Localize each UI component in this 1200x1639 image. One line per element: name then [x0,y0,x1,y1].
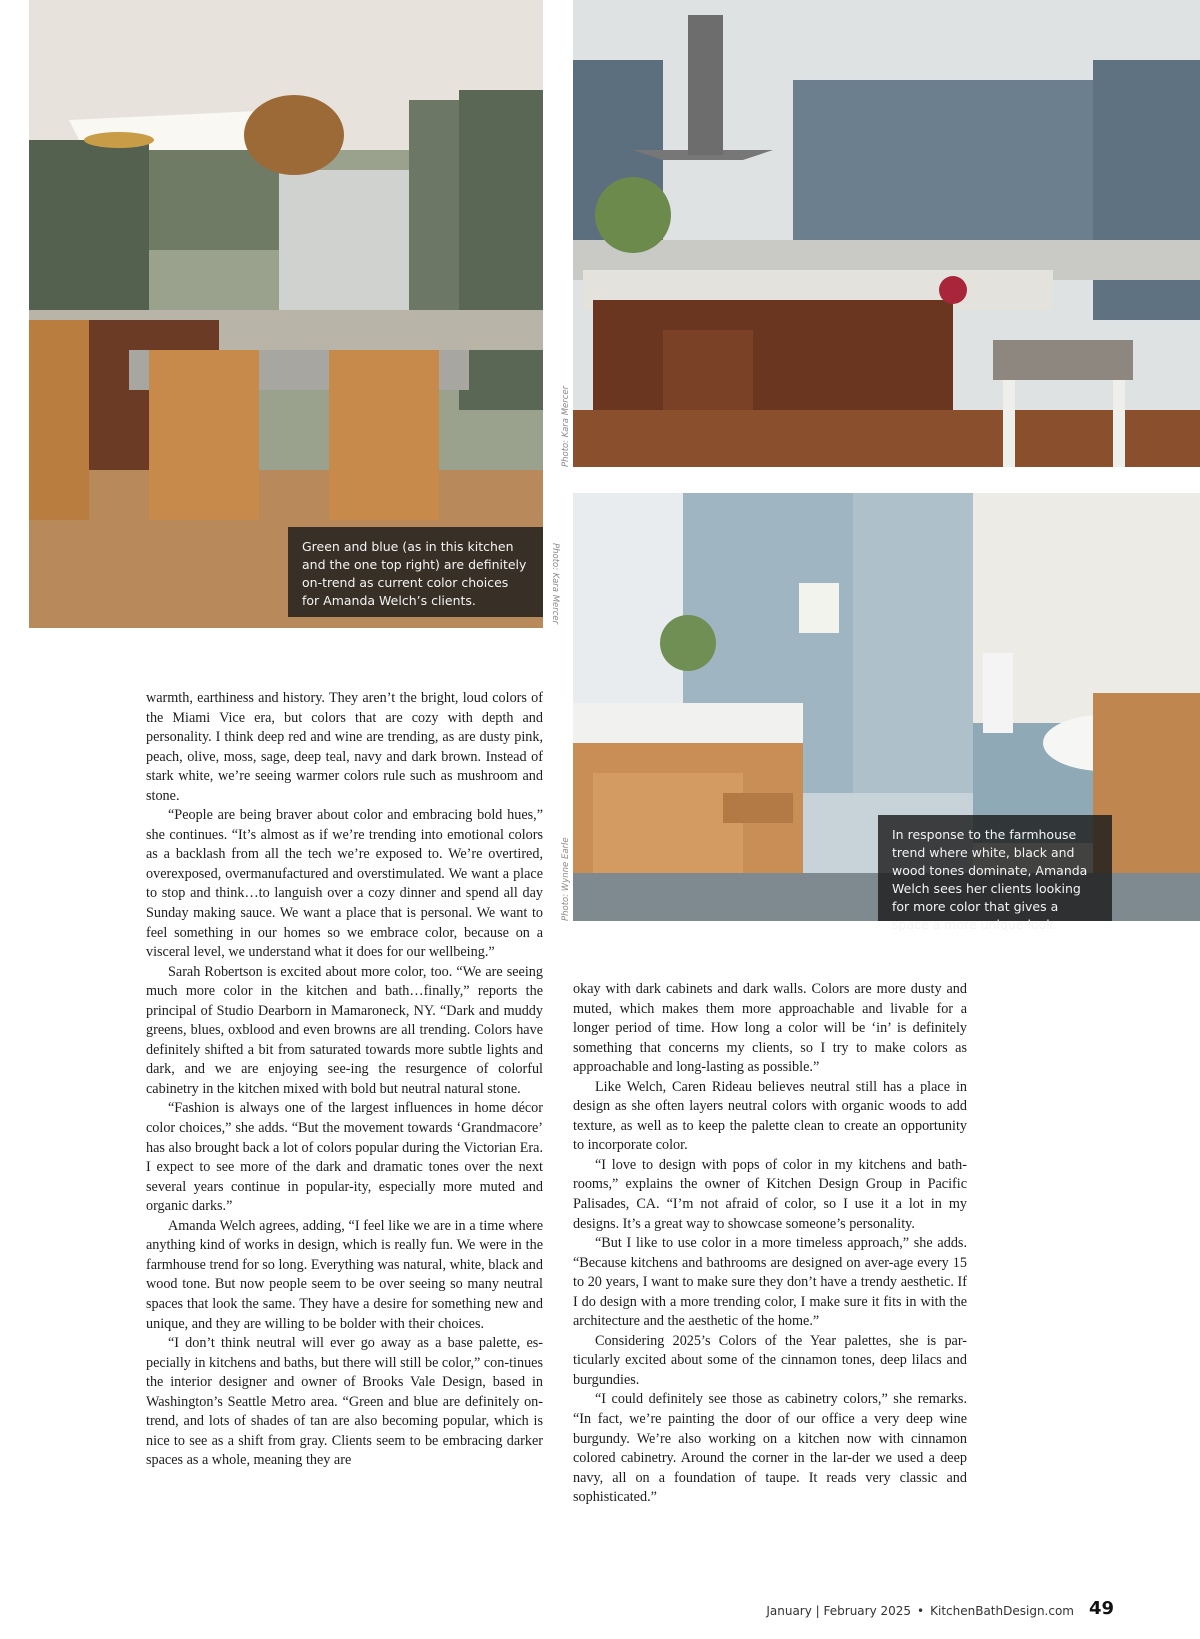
page-number: 49 [1088,1598,1114,1619]
article-column-left [146,689,543,1471]
article-column-right [573,980,967,1508]
article-paragraph: Sarah Robertson is excited about more color, too. “We are seeing much more color in the kitchen and bath…finally,” reports the principal of Studio Dearborn in Mamaroneck, NY. “Dark and muddy greens, blues, oxblood and even browns are all trending. Colors have definitely shifted a bit from saturated towards more subtle lights and dark, and we are enjoying see-ing the resurgence of colorful cabinetry in the kitchen mixed with bold but neutral natural stone. [146,963,543,1097]
article-paragraph: warmth, earthiness and history. They aren’t the bright, loud colors of the Miami Vice era, but colors that are cozy with depth and personality. I think deep red and wine are trending, as are dusty pink, peach, olive, moss, sage, deep teal, navy and dark brown. Instead of stark white, we’re seeing warmer colors rule such as mushroom and stone. [146,690,543,804]
photo-caption-bathroom: In response to the farmhouse trend where white, black and wood tones dominate, Amanda Welch sees her clients looking for more color that gives a space a more unique look. [878,815,1112,921]
footer-separator-dot: • [917,1604,925,1618]
photo-kitchen-blue [573,0,1200,467]
article-paragraph: okay with dark cabinets and dark walls. Colors are more dusty and muted, which makes them more approachable and livable for a longer period of time. How long a color will be ‘in’ is definitely something that concerns my clients, so I try to make colors as approachable and long-lasting as possible.” [573,981,967,1076]
photo-credit-bathroom: Photo: Wynne Earle [561,837,571,921]
footer-site: KitchenBathDesign.com [930,1604,1074,1618]
footer-issue: January | February 2025 [766,1604,912,1618]
page-footer [766,1604,1074,1618]
article-paragraph: “Fashion is always one of the largest influences in home décor color choices,” she adds. “But the movement towards ‘Grandmacore’ has also brought back a lot of colors popular during the Victorian Era. I expect to see more of the dark and dramatic tones over the next several years continue in popular-ity, especially more muted and organic darks.” [146,1100,543,1215]
photo-credit-kitchen-blue: Photo: Kara Mercer [561,385,571,467]
article-paragraph: Considering 2025’s Colors of the Year palettes, she is par-ticularly excited about some of the cinnamon tones, deep lilacs and burgundies. [573,1332,967,1388]
kitchen-blue-illustration [573,0,1200,467]
article-paragraph: Amanda Welch agrees, adding, “I feel like we are in a time where anything kind of works in design, which is really fun. We were in the farmhouse trend for so long. Everything was natural, white, black and wood tone. But now people seem to be over seeing so many neutral spaces that look the same. They have a desire for something new and unique, and they are willing to be bolder with their choices. [146,1217,543,1332]
article-paragraph: “People are being braver about color and embracing bold hues,” she continues. “It’s almost as if we’re trending into emotional colors as a backlash from all the tech we’re exposed to. We’re overtired, overexposed, overmanufactured and overstimulated. We want a place to stop and think…to languish over a cozy dinner and spend all day Sunday making sauce. We want a place that is personal. We want to feel something in our homes so we embrace color, because on a visceral level, we understand what it does for our wellbeing.” [146,807,543,961]
article-paragraph: “But I like to use color in a more timeless approach,” she adds. “Because kitchens and bathrooms are designed on aver-age every 15 to 20 years, I want to make sure they don’t have a trendy aesthetic. If I do design with a more trending color, I make sure it fits in with the architecture and the aesthetic of the home.” [573,1235,967,1330]
article-paragraph: Like Welch, Caren Rideau believes neutral still has a place in design as she often layers neutral colors with organic woods to add texture, as well as to keep the palette clean to create an opportunity to incorporate color. [573,1078,967,1154]
article-paragraph: “I love to design with pops of color in my kitchens and bath-rooms,” explains the owner of Kitchen Design Group in Pacific Palisades, CA. “I’m not afraid of color, so I use it a lot in my designs. It’s a great way to showcase someone’s personality. [573,1156,967,1232]
photo-caption-kitchen-green: Green and blue (as in this kitchen and the one top right) are definitely on-trend as current color choices for Amanda Welch’s clients. [288,527,543,617]
article-paragraph: “I don’t think neutral will ever go away as a base palette, es-pecially in kitchens and baths, but there will still be color,” con-tinues the interior designer and owner of Brooks Vale Design, based in Washington’s Seattle Metro area. “Green and blue are definitely on-trend, and lots of shades of tan are also becoming popular, which is nice to see as a shift from gray. Clients seem to be embracing darker spaces as a whole, meaning they are [146,1335,543,1469]
article-paragraph: “I could definitely see those as cabinetry colors,” she remarks. “In fact, we’re painting the door of our office a very deep wine burgundy. We’re also working on a kitchen now with cinnamon colored cabinetry. Around the corner in the lar-der we used a deep navy, all on a foundation of taupe. It reads very classic and sophisticated.” [573,1391,967,1506]
photo-credit-kitchen-green: Photo: Kara Mercer [550,543,560,625]
